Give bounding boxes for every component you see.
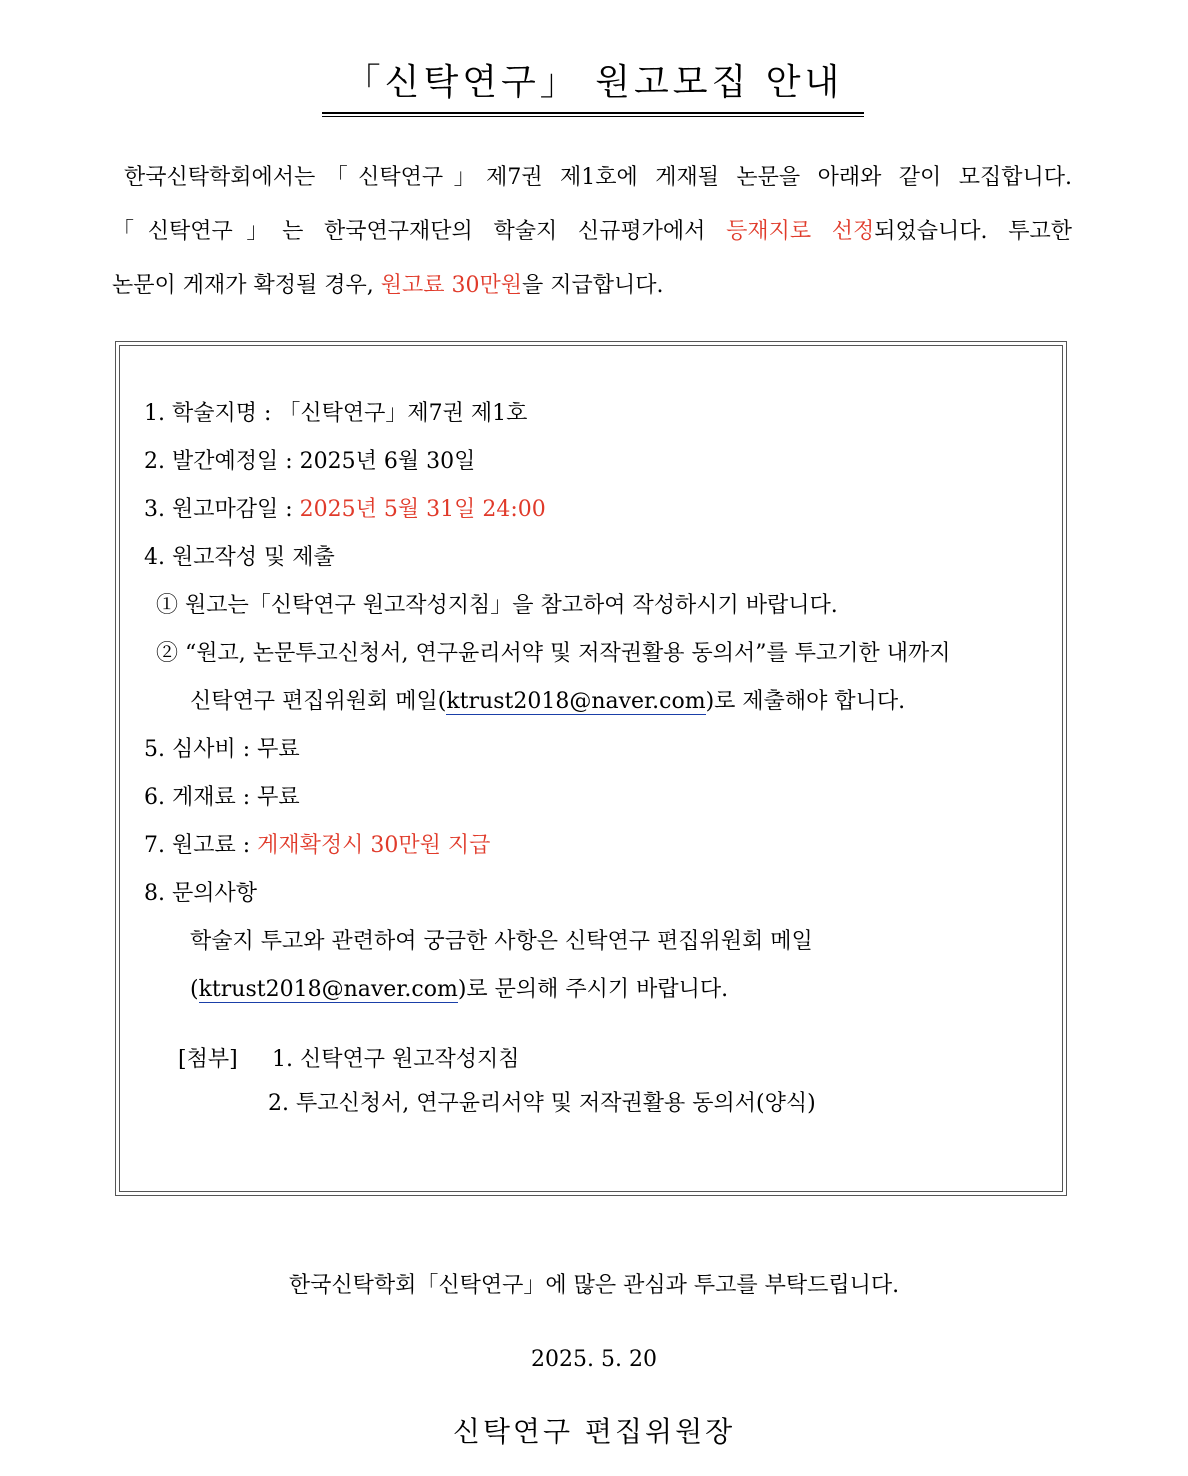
item-inquiry-line-1: 학술지 투고와 관련하여 궁금한 사항은 신탁연구 편집위원회 메일 (190, 929, 813, 954)
item-submission: 4. 원고작성 및 제출 (144, 545, 335, 570)
item-publish-date: 2. 발간예정일 : 2025년 6월 30일 (144, 449, 476, 474)
intro-highlight-fee: 원고료 30만원 (380, 273, 522, 298)
item-inquiry-line-2 (190, 974, 728, 1006)
item-submission-docs: ② “원고, 논문투고신청서, 연구윤리서약 및 저작권활용 동의서”를 투고기한 내까지 (156, 641, 951, 666)
email-link-submission[interactable]: ktrust2018@naver.com (446, 689, 706, 714)
details-box (115, 341, 1067, 1196)
title-underline (322, 112, 864, 117)
item-manuscript-fee-label: 7. 원고료 : (144, 833, 258, 858)
item-journal-name: 1. 학술지명 : 「신탁연구」제7권 제1호 (144, 401, 528, 426)
item-publication-fee: 6. 게재료 : 무료 (144, 785, 300, 810)
item-submission-email-pre: 신탁연구 편집위원회 메일( (190, 689, 447, 714)
intro-line-1 (112, 158, 1072, 212)
attachment-2: 2. 투고신청서, 연구윤리서약 및 저작권활용 동의서(양식) (268, 1091, 816, 1116)
intro-line-3-post: 을 지급합니다. (522, 273, 664, 298)
closing-sentence: 한국신탁학회「신탁연구」에 많은 관심과 투고를 부탁드립니다. (288, 1273, 900, 1298)
item-submission-email-post: )로 제출해야 합니다. (705, 689, 906, 714)
email-link-inquiry[interactable]: ktrust2018@naver.com (198, 977, 458, 1002)
notice-date: 2025. 5. 20 (531, 1347, 657, 1372)
item-submission-guide: ① 원고는「신탁연구 원고작성지침」을 참고하여 작성하시기 바랍니다. (156, 593, 838, 618)
intro-line-1-text: 한국신탁학회에서는「신탁연구」제7권 제1호에 게재될 논문을 아래와 같이 모집합니다. (124, 165, 1072, 190)
item-manuscript-fee (144, 830, 490, 862)
item-review-fee: 5. 심사비 : 무료 (144, 737, 300, 762)
intro-line-3-pre: 논문이 게재가 확정될 경우, (112, 273, 381, 298)
intro-line-2 (112, 212, 1072, 266)
item-deadline (144, 494, 546, 526)
signer-title: 신탁연구 편집위원장 (452, 1415, 736, 1448)
intro-line-2-post: 되었습니다. 투고한 (874, 219, 1072, 244)
intro-line-3 (112, 266, 1072, 320)
intro-line-2-pre: 「신탁연구」는 한국연구재단의 학술지 신규평가에서 (112, 219, 727, 244)
document-title: 「신탁연구」 원고모집 안내 (344, 62, 844, 103)
attachment-label: [첨부] (178, 1047, 238, 1072)
intro-highlight-accredited: 등재지로 선정 (726, 219, 875, 244)
item-submission-email-line (190, 686, 905, 718)
intro-paragraph (112, 158, 1072, 320)
attachment-1: 1. 신탁연구 원고작성지침 (272, 1047, 520, 1072)
item-inquiry-paren-open: ( (190, 977, 199, 1002)
item-inquiry: 8. 문의사항 (144, 881, 257, 906)
item-manuscript-fee-value: 게재확정시 30만원 지급 (257, 833, 491, 858)
item-deadline-label: 3. 원고마감일 : (144, 497, 300, 522)
item-inquiry-line-2-post: )로 문의해 주시기 바랍니다. (457, 977, 729, 1002)
item-deadline-value: 2025년 5월 31일 24:00 (299, 497, 546, 522)
